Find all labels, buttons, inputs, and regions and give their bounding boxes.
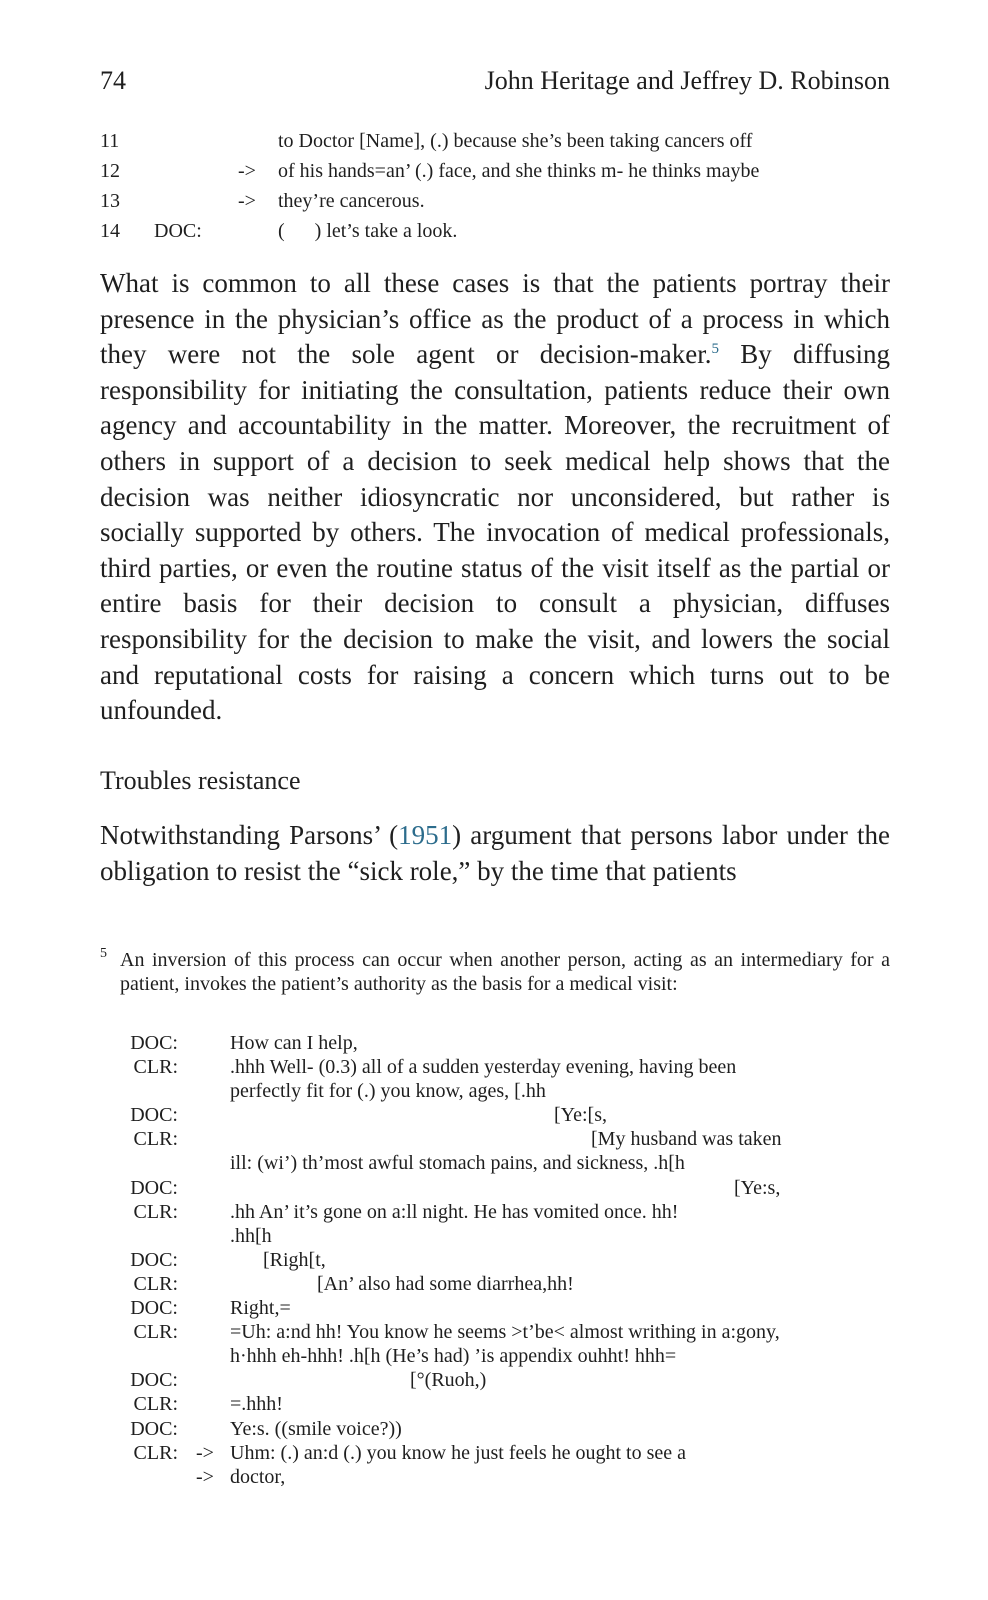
transcript-line xyxy=(100,190,890,220)
arrow-marker: -> xyxy=(196,1441,214,1464)
utterance-text: =Uh: a:nd hh! You know he seems >t’be< almost writhing in a:gony, xyxy=(230,1321,780,1344)
speaker-label: DOC: xyxy=(130,1417,178,1440)
page-number: 74 xyxy=(100,66,126,95)
utterance-text: they’re cancerous. xyxy=(278,190,425,212)
transcript-excerpt xyxy=(100,130,890,250)
arrow-marker: -> xyxy=(196,1465,214,1488)
speaker-label: CLR: xyxy=(133,1321,178,1344)
footnote-text: An inversion of this process can occur when another person, acting as an intermediary for a patient, invokes the patient’s authority as the basis for a medical visit: xyxy=(120,949,890,995)
transcript-row xyxy=(100,1104,890,1128)
transcript-line xyxy=(100,160,890,190)
utterance-text: .hh[h xyxy=(230,1224,272,1247)
transcript-row xyxy=(100,1201,890,1225)
running-title: John Heritage and Jeffrey D. Robinson xyxy=(484,66,890,95)
transcript-row xyxy=(100,1345,890,1369)
utterance-text: [°(Ruoh,) xyxy=(410,1369,487,1392)
transcript-row xyxy=(100,1466,890,1490)
paragraph-text: By diffusing responsibility for initiating the consultation, patients reduce their own agency and accountability in the matter. Moreover, the recruitment of others in support of a decision to seek medical help shows that the decision was neither idiosyncratic nor unconsidered, but rather is socially supported by others. The invocation of medical professionals, third parties, or even the routine status of the visit itself as the partial or entire basis for their decision to consult a physician, diffuses responsibility for the decision to make the visit, and lowers the social and reputational costs for raising a concern which turns out to be unfounded. xyxy=(100,339,891,726)
utterance-text: Right,= xyxy=(230,1297,291,1320)
transcript-row xyxy=(100,1297,890,1321)
transcript-line xyxy=(100,130,890,160)
line-number: 13 xyxy=(100,190,120,212)
utterance-text: [Righ[t, xyxy=(263,1248,326,1271)
utterance-text: h·hhh eh-hhh! .h[h (He’s had) ’is appendix ouhht! hhh= xyxy=(230,1345,677,1368)
transcript-row xyxy=(100,1225,890,1249)
speaker-label: CLR: xyxy=(133,1056,178,1079)
section-heading: Troubles resistance xyxy=(100,766,301,795)
utterance-text: to Doctor [Name], (.) because she’s been taking cancers off xyxy=(278,130,753,152)
body-paragraph xyxy=(100,818,890,889)
transcript-row xyxy=(100,1369,890,1393)
line-number: 14 xyxy=(100,220,120,242)
transcript-line xyxy=(100,220,890,250)
speaker-label: CLR: xyxy=(133,1128,178,1151)
body-paragraph xyxy=(100,266,890,729)
page-header xyxy=(100,66,890,98)
citation-link[interactable]: 1951 xyxy=(398,820,453,850)
line-number: 11 xyxy=(100,130,120,152)
utterance-text: perfectly fit for (.) you know, ages, [.hh xyxy=(230,1080,546,1103)
speaker-label: DOC: xyxy=(130,1369,178,1392)
utterance-text: .hhh Well- (0.3) all of a sudden yesterday evening, having been xyxy=(230,1056,737,1079)
line-number: 12 xyxy=(100,160,120,182)
transcript-row xyxy=(100,1249,890,1273)
transcript-row xyxy=(100,1032,890,1056)
speaker-label: DOC: xyxy=(130,1297,178,1320)
utterance-text: =.hhh! xyxy=(230,1393,283,1416)
speaker-label: DOC: xyxy=(154,220,202,242)
speaker-label: DOC: xyxy=(130,1104,178,1127)
arrow-marker: -> xyxy=(238,160,256,182)
transcript-row xyxy=(100,1152,890,1176)
utterance-text: [An’ also had some diarrhea,hh! xyxy=(317,1272,574,1295)
speaker-label: DOC: xyxy=(130,1176,178,1199)
utterance-text: Uhm: (.) an:d (.) you know he just feels he ought to see a xyxy=(230,1441,687,1464)
utterance-text: ( ) let’s take a look. xyxy=(278,220,458,242)
utterance-text: doctor, xyxy=(230,1465,286,1488)
utterance-text: Ye:s. ((smile voice?)) xyxy=(230,1417,402,1440)
speaker-label: CLR: xyxy=(133,1393,178,1416)
speaker-label: CLR: xyxy=(133,1272,178,1295)
transcript-row xyxy=(100,1321,890,1345)
transcript-row xyxy=(100,1177,890,1201)
utterance-text: [Ye:[s, xyxy=(554,1104,607,1127)
transcript-row xyxy=(100,1056,890,1080)
utterance-text: [My husband was taken xyxy=(591,1128,782,1151)
footnote-ref-link[interactable]: 5 xyxy=(711,341,719,358)
utterance-text: ill: (wi’) th’most awful stomach pains, and sickness, .h[h xyxy=(230,1152,685,1175)
utterance-text: .hh An’ it’s gone on a:ll night. He has vomited once. hh! xyxy=(230,1200,679,1223)
speaker-label: CLR: xyxy=(133,1441,178,1464)
transcript-row xyxy=(100,1393,890,1417)
transcript-row xyxy=(100,1442,890,1466)
transcript-row xyxy=(100,1418,890,1442)
arrow-marker: -> xyxy=(238,190,256,212)
paragraph-text: What is common to all these cases is that the patients portray their presence in the physician’s office as the product of a process in which they were not the sole agent or decision-maker. xyxy=(100,268,890,370)
transcript-row xyxy=(100,1128,890,1152)
speaker-label: CLR: xyxy=(133,1200,178,1223)
footnote-transcript xyxy=(100,1032,890,1490)
paragraph-text: ) argument that persons labor under the obligation to resist the “sick role,” by the time that patients xyxy=(100,820,890,886)
paragraph-text: Notwithstanding Parsons’ ( xyxy=(100,820,399,850)
transcript-row xyxy=(100,1273,890,1297)
utterance-text: of his hands=an’ (.) face, and she thinks m- he thinks maybe xyxy=(278,160,760,182)
footnote-mark: 5 xyxy=(100,946,107,961)
speaker-label: DOC: xyxy=(130,1032,178,1054)
utterance-text: [Ye:s, xyxy=(734,1176,781,1199)
utterance-text: How can I help, xyxy=(230,1032,358,1054)
speaker-label: DOC: xyxy=(130,1248,178,1271)
transcript-row xyxy=(100,1080,890,1104)
